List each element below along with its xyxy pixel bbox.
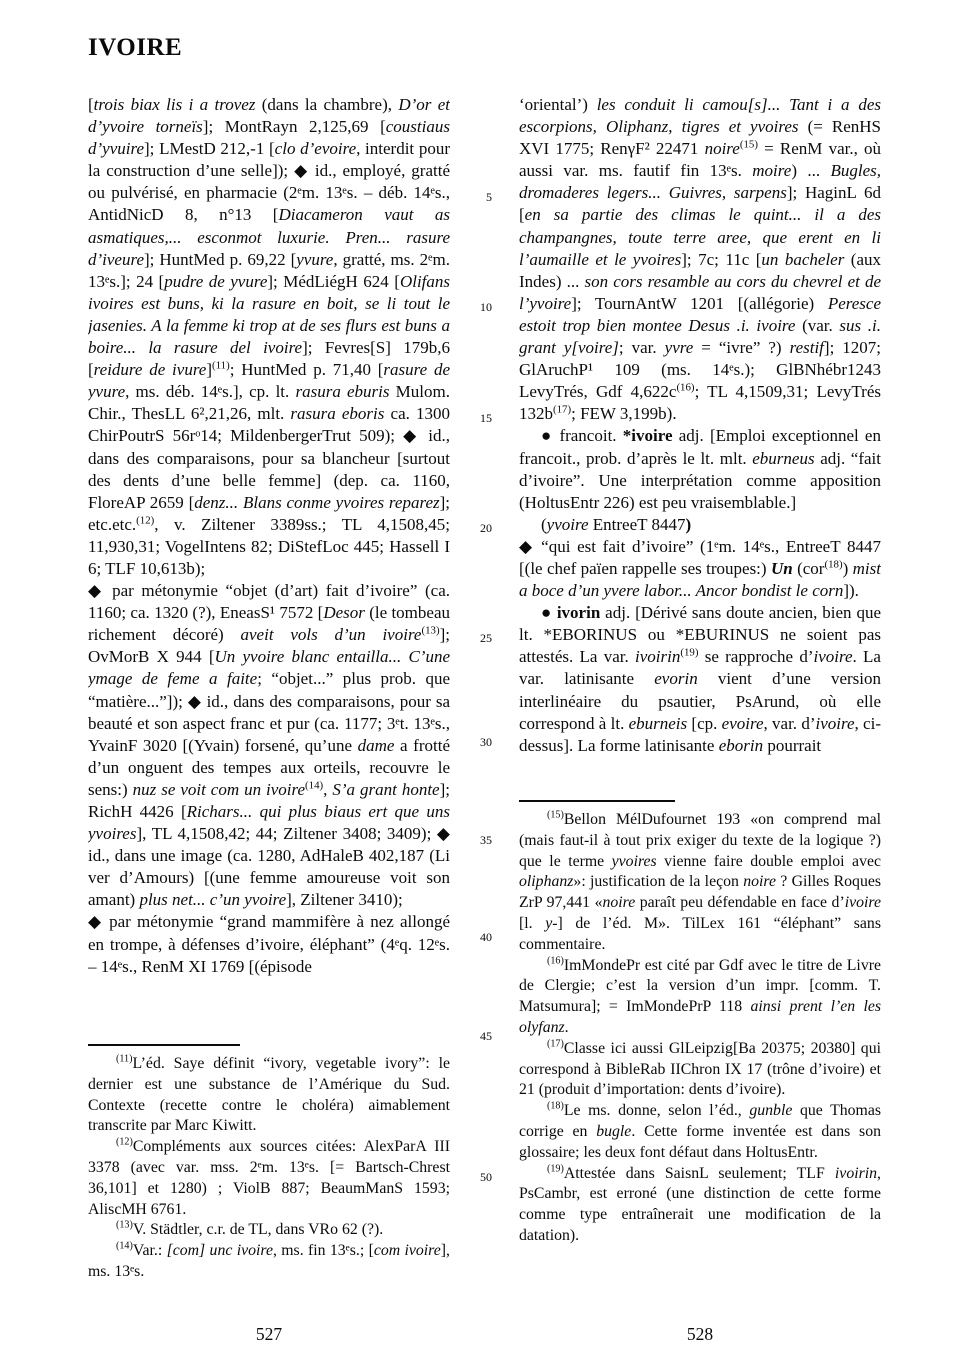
paragraph: ◆ par métonymie “objet (d’art) fait d’ivoire” (ca. 1160; ca. 1320 (?), EneasS¹ 7572 [Desor (le tombeau richement décoré) aveit vols d’un ivoire$^{(13)}$]; OvMorB X 944 [Un yvoire blanc entailla... C’une ymage de feme a faite; “objet...” plus prob. que “matière...”]); ◆ id., dans des comparaisons, pour sa beauté et son aspect franc et pur (ca. 1177; 3ᵉt. 13ᵉs., YvainF 3020 [(Yvain) forsené, qu’une dame a frotté d’un onguent des tempes aux orteils, recouvre le sens:) nuz se voit com un ivoire$^{(14)}$, S’a grant honte]; RichH 4426 [Richars... qui plus biaus ert que uns yvoires], TL 4,1508,42; 44; Ziltener 3408; 3409); ◆ id., dans une image (ca. 1280, AdHaleB 402,187 (Li ver d’Amours) [(une femme amoureuse voit son amant) plus net... c’un yvoire], Ziltener 3410); xyxy=(88,581,450,910)
left-column-footnotes xyxy=(88,1054,450,1283)
footnote: $^{(15)}$Bellon MélDufournet 193 «on comprend mal (mais faut-il à tout prix exiger du texte de la logique ?) que le terme yvoires vienne faire double emploi avec oliphanz»: justification de la leçon noire ? Gilles Roques ZrP 97,441 «noire paraît peu défendable en face d’ivoire [l. y-] de l’éd. M». TilLex 161 “éléphant” sans commentaire. xyxy=(519,809,882,953)
page-number-right: 528 xyxy=(686,1324,714,1344)
line-number: 20 xyxy=(480,521,492,535)
line-number: 40 xyxy=(480,930,492,944)
left-footnote-separator xyxy=(88,1044,240,1046)
paragraph: (yvoire EntreeT 8447) xyxy=(541,514,692,534)
page-headword: IVOIRE xyxy=(88,34,183,61)
paragraph: ‘oriental’) les conduit li camou[s]... Tant i a des escorpions, Oliphanz, tigres et yvoires (= RenHS XVI 1775; RenγF² 22471 noire$^{(15)}$ = RenM var., où aussi var. ms. fautif fin 13ᵉs. moire) ... Bugles, dromaderes legers... Guivres, sarpens]; HaginL 6d [en sa partie des climas le quint... il a des champangnes, toute terre aree, que erent en li l’aumaille et le yvoires]; 7c; 11c [un bacheler (aux Indes) ... son cors resamble au cors du chevrel et de l’yvoire]; TournAntW 1201 [(allégorie) Peresce estoit trop bien montee Desus .i. ivoire (var. sus .i. grant y[voire]; var. yvre = “ivre” ?) restif]; 1207; GlAruchP¹ 109 (ms. 14ᵉs.); GlBNhébr1243 LevyTrés, Gdf $4,622c^{(16)}$; TL 4,1509,31; LevyTrés $132b^{(17)}$; FEW 3,199b). xyxy=(519,95,881,424)
footnote: $^{(14)}$Var.: [com] unc ivoire, ms. fin 13ᵉs.; [com ivoire], ms. 13ᵉs. xyxy=(88,1240,450,1280)
footnote: $^{(17)}$Classe ici aussi GlLeipzig[Ba 20375; 20380] qui correspond à BibleRab IIChron IX 17 (trône d’ivoire) et 21 (produit d’importation: dents d’ivoire). xyxy=(519,1038,881,1099)
line-number: 45 xyxy=(480,1029,492,1043)
line-number: 50 xyxy=(480,1170,492,1184)
paragraph: ◆ “qui est fait d’ivoire” (1ᵉm. 14ᵉs., EntreeT 8447 [(le chef païen rappelle ses troupes:) Un (cor$^{(18)}$) mist a boce d’un yvere labor... Ancor bondist le corn]). xyxy=(519,536,881,601)
footnote: $^{(16)}$ImMondePr est cité par Gdf avec le titre de Livre de Clergie; c’est la version d’un impr. [comm. T. Matsumura]; = ImMondePrP 118 ainsi prent l’en les olyfanz. xyxy=(519,955,881,1036)
paragraph: ● francoit. *ivoire adj. [Emploi exceptionnel en francoit., prob. d’après le lt. mlt. eburneus adj. “fait d’ivoire”. Une interprétation comme apposition (HoltusEntr 226) est peu vraisemblable.] xyxy=(519,426,881,512)
right-column-footnotes xyxy=(519,810,881,1247)
line-number: 30 xyxy=(480,735,492,749)
page-number-left: 527 xyxy=(255,1324,283,1344)
line-number: 5 xyxy=(486,190,492,204)
footnote: $^{(13)}$V. Städtler, c.r. de TL, dans VRo 62 (?). xyxy=(116,1220,384,1239)
footnote: $^{(19)}$Attestée dans SaisnL seulement; TLF ivoirin, PsCambr, est erroné (une distinction de cette forme comme type entraînerait une modification de la datation). xyxy=(519,1163,881,1244)
right-footnote-separator xyxy=(519,800,675,802)
footnote: $^{(12)}$Compléments aux sources citées: AlexParA III 3378 (avec var. mss. 2ᵉm. 13ᵉs. [= Bartsch-Chrest 36,101] et 1280) ; ViolB 887; BeaumManS 1593; AliscMH 6761. xyxy=(88,1136,450,1218)
paragraph: ● ivorin adj. [Dérivé sans doute ancien, bien que lt. *EBORINUS ou *EBURINUS ne soient pas attestés. La var. ivoirin$^{(19)}$ se rapproche d’ivoire. La var. latinisante evorin vient d’une version interlinéaire du psautier, PsArund, où elle correspond à lt. eburneis [cp. evoire, var. d’ivoire, ci-dessus]. La forme latinisante eborin pourrait xyxy=(519,603,881,755)
paragraph: [trois biax lis i a trovez (dans la chambre), D’or et d’yvoire torneïs]; MontRayn 2,125,69 [coustiaus d’yvuire]; LMestD 212,-1 [clo d’evoire, interdit pour la construction d’une selle]); ◆ id., employé, gratté ou pulvérisé, en pharmacie (2ᵉm. 13ᵉs. – déb. 14ᵉs., AntidNicD 8, n°13 [Diacameron vaut as asmatiques,... esconmot luxurie. Pren... rasure d’iveure]; HuntMed p. 69,22 [yvure, gratté, ms. 2ᵉm. 13ᵉs.]; 24 [pudre de yvure]; MédLiégH 624 [Olifans ivoires est buns, ki la rasure en boit, se li tout le jasenies. A la femme ki trop at de ses flurs est buns a boire... la rasure del ivoire]; Fevres[S] 179b,6 [reidure de ivure]$^{(11)}$; HuntMed p. 71,40 [rasure de yvure, ms. déb. 14ᵉs.], cp. lt. rasura eburis Mulom. Chir., ThesLL 6²,21,26, mlt. rasura eboris ca. 1300 ChirPoutrS 56rᵒ14; MildenbergerTrut 509); ◆ id., dans des comparaisons, pour sa blancheur [surtout des dents d’une belle femme] (dep. ca. 1160, FloreAP 2659 [denz... Blans conme yvoires reparez]; etc.etc.$^{(12)}$, v. Ziltener 3389ss.; TL 4,1508,45; 11,930,31; VogelIntens 82; DiStefLoc 445; Hassell I 6; TLF 10,613b); xyxy=(88,95,450,578)
left-column-text xyxy=(88,94,450,978)
line-number: 25 xyxy=(480,631,492,645)
footnote: $^{(18)}$Le ms. donne, selon l’éd., gunble que Thomas corrige en bugle. Cette forme inventée est dans son glossaire; les deux font défaut dans HoltusEntr. xyxy=(519,1100,881,1161)
line-number: 15 xyxy=(480,411,492,425)
line-number: 35 xyxy=(480,833,492,847)
paragraph: ◆ par métonymie “grand mammifère à nez allongé en trompe, à défenses d’ivoire, éléphant” (4ᵉq. 12ᵉs. – 14ᵉs., RenM XI 1769 [(épisode xyxy=(88,912,450,976)
footnote: $^{(11)}$L’éd. Saye définit “ivory, vegetable ivory”: le dernier est une substance de l’Amérique du Sud. Contexte (recette contre le choléra) aimablement transcrite par Marc Kiwitt. xyxy=(88,1053,450,1135)
line-number: 10 xyxy=(480,300,492,314)
right-column-text xyxy=(519,94,881,757)
